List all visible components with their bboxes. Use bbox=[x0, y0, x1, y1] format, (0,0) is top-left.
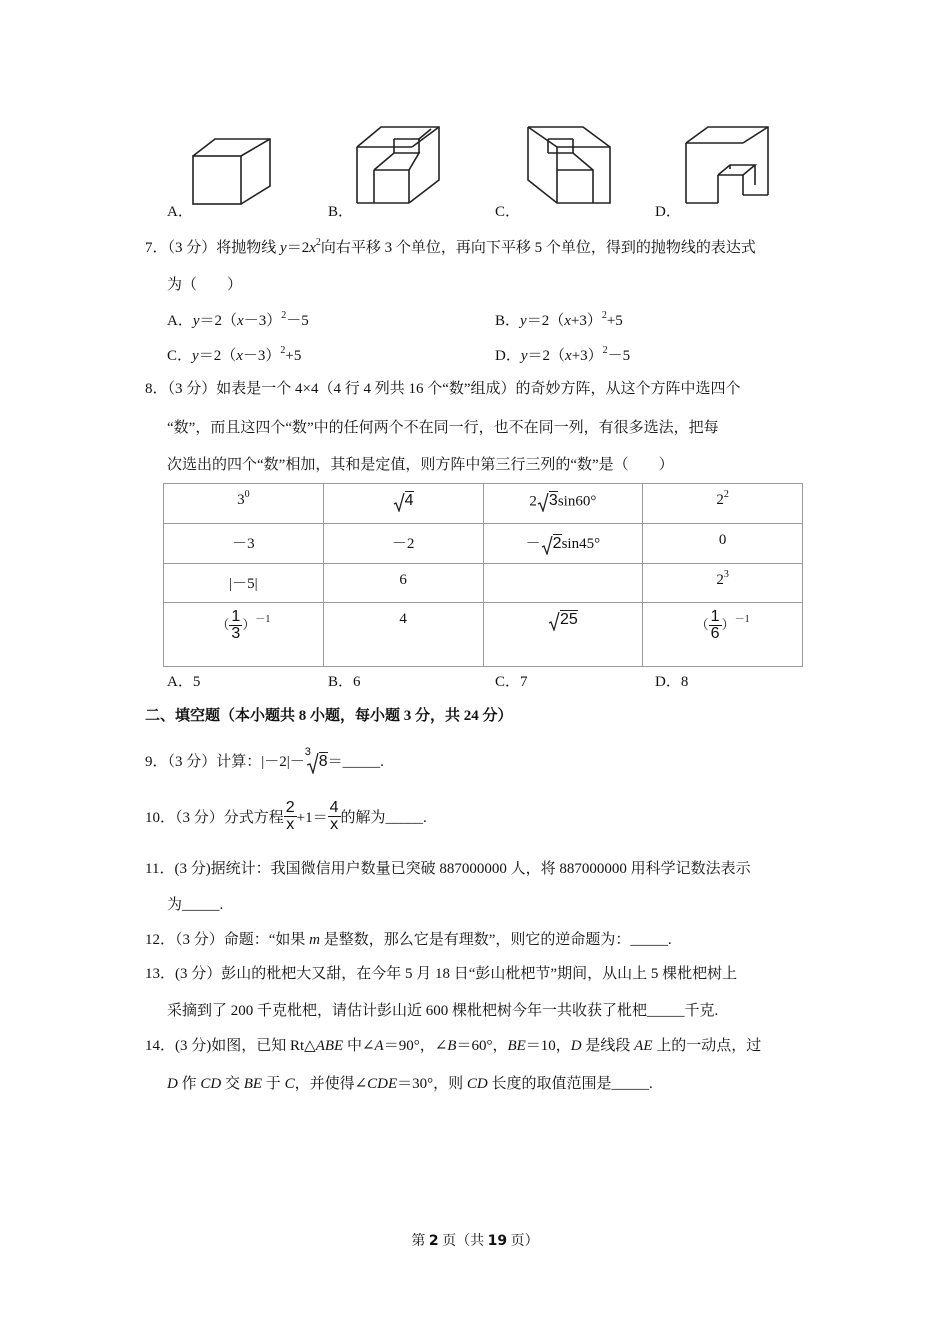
magic-square-table bbox=[163, 483, 803, 667]
cell-r4c3: 25 bbox=[483, 603, 643, 667]
cell-r4c2: 4 bbox=[323, 603, 483, 667]
sqrt-symbol bbox=[393, 492, 405, 512]
q8-option-a: A．5 bbox=[167, 674, 201, 690]
q8-stem-line2: “数”，而且这四个“数”中的任何两个不在同一行，也不在同一列，有很多选法，把每 bbox=[167, 420, 719, 436]
cell-r4c1: （ $\frac{1}{3}$ ）$^{-1}$ bbox=[164, 603, 324, 667]
q8-stem-line1: 8．（3 分）如表是一个 4×4（4 行 4 列共 16 个“数”组成）的奇妙方阵，从这个方阵中选四个 bbox=[145, 381, 741, 397]
option-c-label: C． bbox=[495, 204, 521, 220]
cell-r2c4: 0 bbox=[643, 524, 803, 564]
q8-option-c: C．7 bbox=[495, 674, 528, 690]
sqrt-symbol bbox=[548, 611, 560, 631]
fraction: $\frac{1}{6}$ bbox=[710, 608, 720, 642]
cell-r2c1: －3 bbox=[164, 524, 324, 564]
fraction: $\frac{4}{x}$ bbox=[329, 799, 339, 833]
q7-option-c: C．$y=2(x-3)^2+5$ bbox=[167, 345, 302, 364]
q7-option-a: A．$y=2(x-3)^2-5$ bbox=[167, 310, 309, 329]
q10: 10．（3 分）分式方程 $\frac{2}{x}$ +1＝ $\frac{4}{x}$ 的解为_____. bbox=[145, 799, 427, 833]
option-a-cube-figure bbox=[190, 136, 275, 208]
q12: 12．（3 分）命题：“如果 m 是整数，那么它是有理数”，则它的逆命题为：_____. bbox=[145, 932, 672, 948]
option-b-label: B． bbox=[328, 204, 354, 220]
q8-option-d: D．8 bbox=[655, 674, 689, 690]
option-b-cube-figure bbox=[354, 125, 444, 207]
option-c-cube-figure bbox=[525, 125, 615, 207]
q7-option-d: D．$y=2(x+3)^2-5$ bbox=[495, 345, 631, 364]
cell-r3c3 bbox=[483, 564, 643, 603]
cell-r1c3: 2 3sin60° bbox=[483, 484, 643, 524]
cell-r1c4: $2^2$ bbox=[643, 484, 803, 524]
page-footer: 第 2 页（共 19 页） bbox=[411, 1233, 539, 1249]
q13-line2: 采摘到了 200 千克枇杷，请估计彭山近 600 棵枇杷树今年一共收获了枇杷_____千克. bbox=[167, 1003, 719, 1019]
cell-r2c2: －2 bbox=[323, 524, 483, 564]
q7-option-b: B．$y=2(x+3)^2+5$ bbox=[495, 310, 623, 329]
sqrt-symbol bbox=[537, 492, 549, 512]
q7-stem-line1: 7．（3 分）将抛物线 $y=2x^2$向右平移 3 个单位，再向下平移 5 个单位，得到的抛物线的表达式 bbox=[145, 237, 756, 256]
cell-r3c1: |－5| bbox=[164, 564, 324, 603]
section2-title: 二、填空题（本小题共 8 小题，每小题 3 分，共 24 分） bbox=[145, 708, 513, 724]
sqrt-symbol bbox=[541, 535, 553, 555]
q8-option-b: B．6 bbox=[328, 674, 361, 690]
q8-stem-line3: 次选出的四个“数”相加，其和是定值，则方阵中第三行三列的“数”是（ ） bbox=[167, 457, 674, 473]
q11-line2: 为_____. bbox=[167, 897, 224, 913]
q14-line1: 14．(3 分)如图，已知 Rt△ABE 中∠A＝90°，∠B＝60°，BE＝10，D 是线段 AE 上的一动点，过 bbox=[145, 1038, 762, 1054]
cell-r3c2: 6 bbox=[323, 564, 483, 603]
cell-r1c1: $3^0$ bbox=[164, 484, 324, 524]
cell-r2c3: － 2sin45° bbox=[483, 524, 643, 564]
fraction: $\frac{2}{x}$ bbox=[285, 799, 295, 833]
option-d-label: D． bbox=[655, 204, 681, 220]
fraction: $\frac{1}{3}$ bbox=[231, 608, 241, 642]
q14-line2: D 作 CD 交 BE 于 C，并使得∠CDE＝30°，则 CD 长度的取值范围是_____. bbox=[167, 1076, 653, 1092]
option-d-cube-figure bbox=[683, 125, 773, 207]
q7-stem-line2: 为（ ） bbox=[167, 277, 243, 293]
cell-r1c2: 4 bbox=[323, 484, 483, 524]
option-a-label: A． bbox=[167, 204, 193, 220]
q13-line1: 13．(3 分）彭山的枇杷大又甜，在今年 5 月 18 日“彭山枇杷节”期间，从山上 5 棵枇杷树上 bbox=[145, 966, 738, 982]
q9: 9．（3 分）计算：|－2|－ 3 8＝_____. bbox=[145, 750, 384, 774]
cell-r4c4: （ $\frac{1}{6}$ ）$^{-1}$ bbox=[643, 603, 803, 667]
q11-line1: 11．(3 分)据统计：我国微信用户数量已突破 887000000 人，将 887000000 用科学记数法表示 bbox=[145, 861, 751, 877]
cell-r3c4: $2^3$ bbox=[643, 564, 803, 603]
